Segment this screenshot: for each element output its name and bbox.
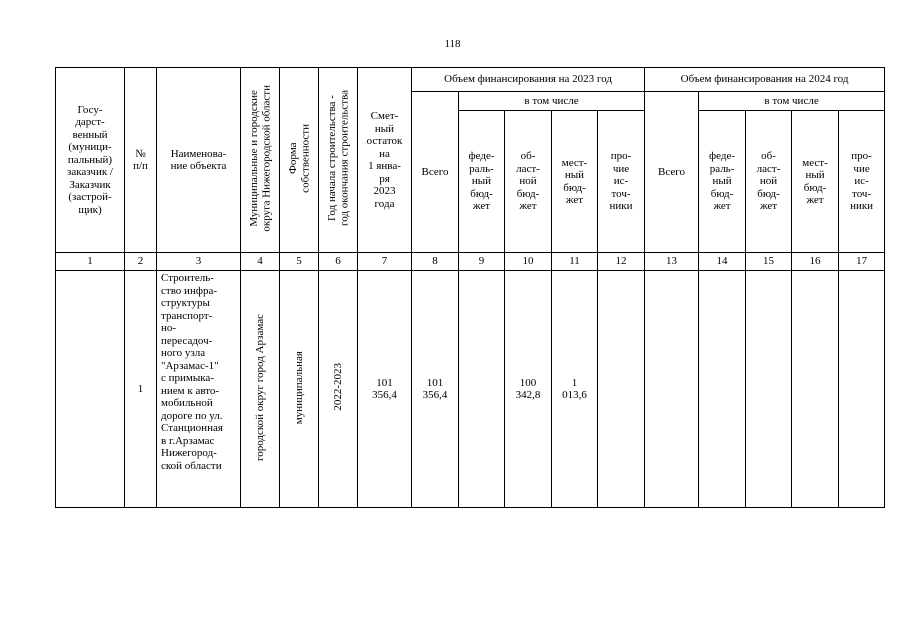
header-years-cell: [319, 68, 358, 253]
header-regional-2024: об- ласт- ной бюд- жет: [746, 111, 792, 253]
page-number: 118: [444, 38, 461, 50]
column-number: 10: [505, 253, 552, 271]
header-federal-2023: феде- раль- ный бюд- жет: [459, 111, 505, 253]
column-number: 8: [412, 253, 459, 271]
column-number: 17: [839, 253, 885, 271]
cell-municipality-cell: [241, 271, 280, 508]
header-including-2024: в том числе: [699, 92, 885, 111]
cell-local-2023: 1 013,6: [552, 271, 598, 508]
header-local-2024: мест- ный бюд- жет: [792, 111, 839, 253]
column-number: 1: [56, 253, 125, 271]
header-years: Год начала строительства - год окончания строительства: [325, 90, 350, 227]
table-row: [56, 271, 885, 508]
header-total-2023: Всего: [412, 92, 459, 253]
header-other-2023: про- чие ис- точ- ники: [598, 111, 645, 253]
cell-other-2023: [598, 271, 645, 508]
column-number: 6: [319, 253, 358, 271]
column-number: 5: [280, 253, 319, 271]
cell-federal-2024: [699, 271, 746, 508]
cell-num: 1: [125, 271, 157, 508]
column-number: 12: [598, 253, 645, 271]
cell-years-cell: [319, 271, 358, 508]
cell-estimate: 101 356,4: [358, 271, 412, 508]
header-object-name: Наименова- ние объекта: [157, 68, 241, 253]
cell-local-2024: [792, 271, 839, 508]
header-fin-2024: Объем финансирования на 2024 год: [645, 68, 885, 92]
cell-object-name: Строитель- ство инфра- структуры транспорт- но- пересадоч- ного узла "Арзамас-1" с примыка- нием к авто- мобильной дороге по ул. Станционная в г.Арзамас Нижегород- ской области: [157, 271, 241, 508]
cell-federal-2023: [459, 271, 505, 508]
cell-ownership-cell: [280, 271, 319, 508]
header-municipality: Муниципальные и городские округа Нижегородской области: [247, 84, 272, 232]
column-number: 15: [746, 253, 792, 271]
column-number: 3: [157, 253, 241, 271]
column-number: 13: [645, 253, 699, 271]
header-estimate: Смет- ный остаток на 1 янва- ря 2023 года: [358, 68, 412, 253]
cell-regional-2023: 100 342,8: [505, 271, 552, 508]
column-number: 14: [699, 253, 746, 271]
header-including-2023: в том числе: [459, 92, 645, 111]
cell-customer: [56, 271, 125, 508]
column-number: 4: [241, 253, 280, 271]
column-number: 9: [459, 253, 505, 271]
column-number: 2: [125, 253, 157, 271]
column-number: 16: [792, 253, 839, 271]
cell-regional-2024: [746, 271, 792, 508]
column-number: 7: [358, 253, 412, 271]
cell-municipality: городской округ город Арзамас: [253, 313, 266, 461]
header-total-2024: Всего: [645, 92, 699, 253]
cell-years: 2022-2023: [331, 363, 344, 412]
cell-total-2023: 101 356,4: [412, 271, 459, 508]
header-other-2024: про- чие ис- точ- ники: [839, 111, 885, 253]
header-local-2023: мест- ный бюд- жет: [552, 111, 598, 253]
header-ownership: Форма собственности: [286, 123, 311, 193]
header-ownership-cell: [280, 68, 319, 253]
header-fin-2023: Объем финансирования на 2023 год: [412, 68, 645, 92]
cell-other-2024: [839, 271, 885, 508]
cell-total-2024: [645, 271, 699, 508]
header-municipality-cell: [241, 68, 280, 253]
header-federal-2024: феде- раль- ный бюд- жет: [699, 111, 746, 253]
cell-ownership: муниципальная: [292, 350, 305, 424]
header-num: № п/п: [125, 68, 157, 253]
column-number: 11: [552, 253, 598, 271]
header-regional-2023: об- ласт- ной бюд- жет: [505, 111, 552, 253]
financing-table: [55, 67, 885, 508]
header-customer: Госу- дарст- венный (муници- пальный) заказчик / Заказчик (застрой- щик): [56, 68, 125, 253]
